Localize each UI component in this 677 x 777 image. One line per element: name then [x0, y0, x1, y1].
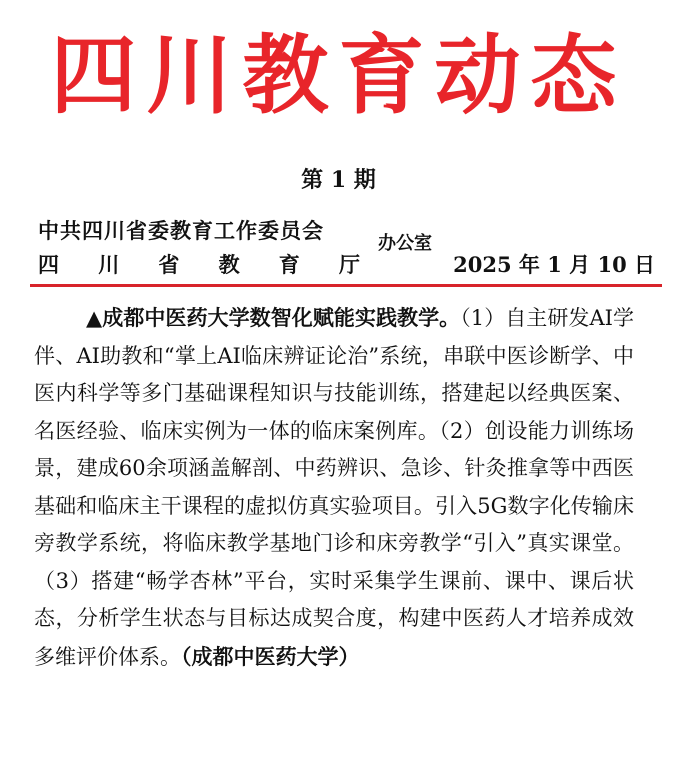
issuer-department-char: 省: [158, 252, 180, 277]
red-divider-rule: [30, 284, 662, 287]
issuer-department-char: 川: [98, 252, 120, 277]
issuer-committee: 中共四川省委教育工作委员会: [38, 218, 324, 243]
issue-number: 第 1 期: [301, 167, 376, 193]
issuer-department-char: 四: [38, 252, 59, 277]
issuer-department-char: 育: [278, 252, 300, 277]
issuer-department-char: 厅: [338, 252, 360, 277]
issue-date: 2025 年 1 月 10 日: [453, 252, 655, 277]
article-headline: ▲成都中医药大学数智化赋能实践教学。: [86, 306, 461, 330]
issuer-office: 办公室: [378, 233, 432, 254]
article-source: （成都中医药大学）: [181, 643, 360, 669]
article-paragraph: [34, 300, 634, 676]
masthead-title: 四川教育动态: [50, 26, 627, 126]
issuer-department: [38, 252, 360, 278]
issuer-department-char: 教: [218, 252, 240, 277]
article-body: （1）自主研发AI学伴、AI助教和“掌上AI临床辨证论治”系统，串联中医诊断学、中医内科学等多门基础课程知识与技能训练，搭建起以经典医案、名医经验、临床实例为一体的临床案例库。（2）创设能力训练场景，建成60余项涵盖解剖、中药辨识、急诊、针灸推拿等中西医基础和临床主干课程的虚拟仿真实验项目。引入5G数字化传输床旁教学系统，将临床教学基地门诊和床旁教学“引入”真实课堂。（3）搭建“畅学杏林”平台，实时采集学生课前、课中、课后状态，分析学生状态与目标达成契合度，构建中医药人才培养成效多维评价体系。: [34, 306, 634, 669]
